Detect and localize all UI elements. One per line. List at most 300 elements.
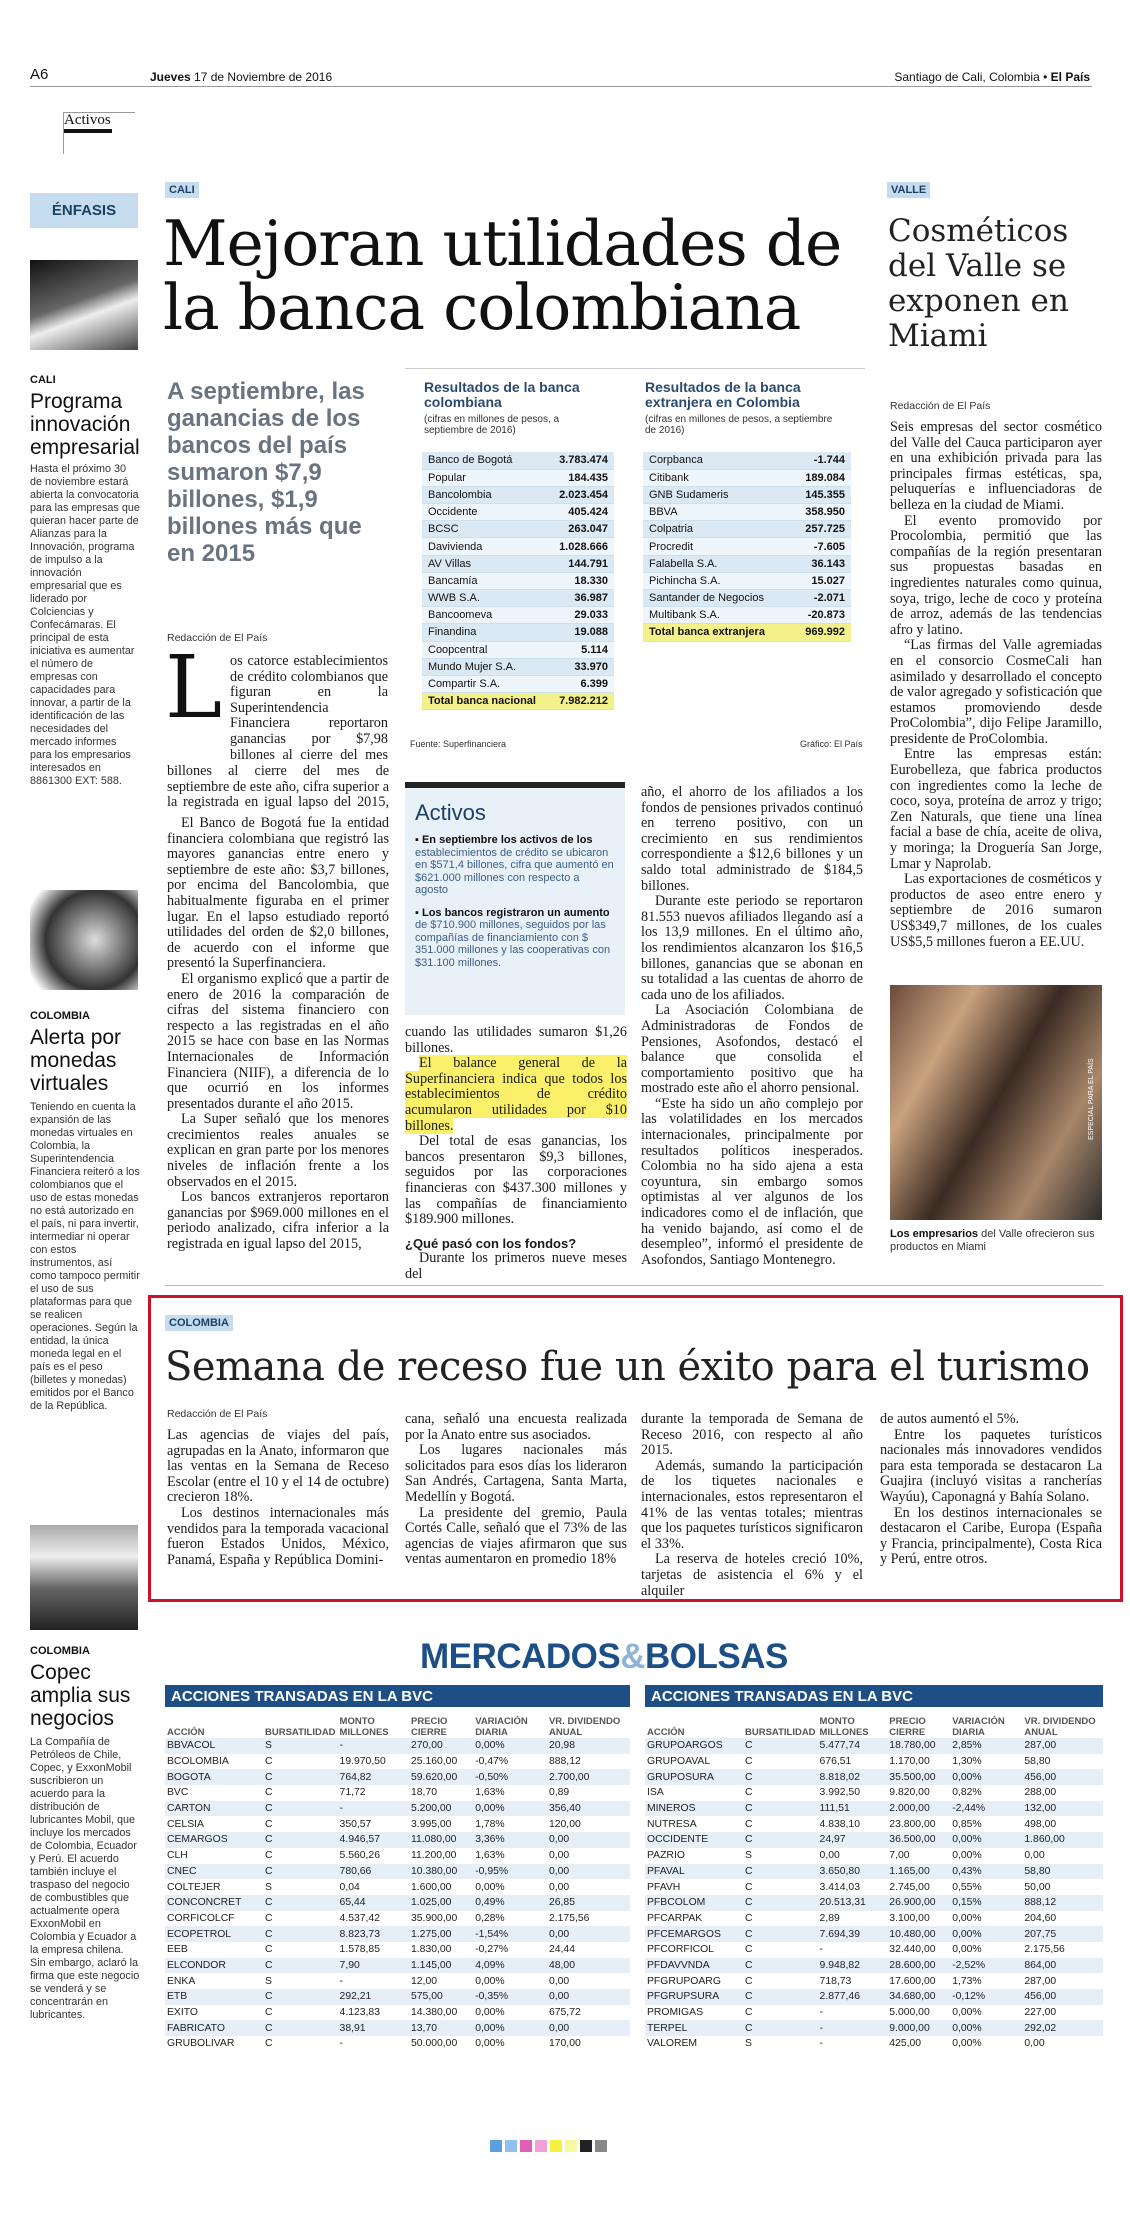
table2-subtitle: (cifras en millones de pesos, a septiembre de 2016): [645, 414, 833, 436]
stock-cell: 9.000,00: [887, 2020, 950, 2036]
stock-cell: PFBCOLOM: [645, 1895, 743, 1911]
stock-cell: C: [263, 2005, 338, 2021]
table-row: [422, 504, 614, 521]
table-row: [165, 2036, 630, 2052]
table-row: [645, 1879, 1103, 1895]
table-row: [422, 590, 614, 607]
stock-cell: 132,00: [1022, 1801, 1103, 1817]
table-row: [645, 1754, 1103, 1770]
name-cell: Bancamía: [422, 572, 549, 589]
stock-cell: 17.600,00: [887, 1973, 950, 1989]
stock-cell: 5.477,74: [818, 1738, 888, 1754]
stock-cell: EXITO: [165, 2005, 263, 2021]
stock-cell: 718,73: [818, 1973, 888, 1989]
mercados-bar: ACCIONES TRANSADAS EN LA BVC: [165, 1685, 630, 1707]
stock-cell: C: [743, 1973, 818, 1989]
stock-cell: CONCONCRET: [165, 1895, 263, 1911]
stock-cell: 2.175,56: [1022, 1942, 1103, 1958]
name-cell: Occidente: [422, 504, 549, 521]
value-cell: 36.143: [791, 555, 851, 572]
stock-cell: PFGRUPSURA: [645, 1989, 743, 2005]
name-cell: Popular: [422, 469, 549, 486]
stock-cell: PFGRUPOARG: [645, 1973, 743, 1989]
stock-cell: 0,00%: [473, 2005, 547, 2021]
stock-cell: 2.745,00: [887, 1879, 950, 1895]
stock-cell: CEMARGOS: [165, 1832, 263, 1848]
table-row: [422, 572, 614, 589]
stock-cell: 0,00%: [950, 2020, 1022, 2036]
stock-cell: 48,00: [547, 1958, 630, 1974]
table-row: [165, 1754, 630, 1770]
stock-cell: C: [743, 1879, 818, 1895]
stock-cell: 0,00%: [473, 1879, 547, 1895]
stock-cell: 3.992,50: [818, 1785, 888, 1801]
table-row: [645, 1942, 1103, 1958]
table-row: [422, 469, 614, 486]
stock-cell: CELSIA: [165, 1816, 263, 1832]
stock-cell: C: [263, 1785, 338, 1801]
table-row: [643, 452, 851, 469]
stock-cell: C: [263, 1769, 338, 1785]
column-header: ACCIÓN: [167, 1727, 205, 1738]
value-cell: 36.987: [549, 590, 614, 607]
stock-cell: C: [263, 1942, 338, 1958]
stock-cell: GRUPOARGOS: [645, 1738, 743, 1754]
article-text: durante la temporada de Semana de Receso 2016, con respecto al año 2015. Además, sumando la participación de los tiquetes nacionales e internacionales, estos representaron el 41% de las ventas totales; mientras que los paquetes turísticos significaron el 33%. La reserva de hoteles creció 10%, tarjetas de asistencia el 6% y el alquiler: [641, 1411, 863, 1599]
stock-cell: C: [263, 1754, 338, 1770]
table-row: [422, 486, 614, 503]
value-cell: 18.330: [549, 572, 614, 589]
name-cell: Multibank S.A.: [643, 607, 791, 624]
column-header: VARIACIÓN DIARIA: [952, 1716, 1005, 1738]
mercados-title: MERCADOS&BOLSAS: [420, 1637, 788, 1676]
stock-cell: 0,00%: [473, 1801, 547, 1817]
stock-cell: 120,00: [547, 1816, 630, 1832]
stock-cell: COLTEJER: [165, 1879, 263, 1895]
stock-cell: CORFICOLCF: [165, 1911, 263, 1927]
stock-cell: 0,00%: [473, 1738, 547, 1754]
table-row: [165, 2005, 630, 2021]
stock-cell: 888,12: [547, 1754, 630, 1770]
stock-cell: 1.860,00: [1022, 1832, 1103, 1848]
stock-cell: 19.970,50: [338, 1754, 409, 1770]
stock-cell: 207,75: [1022, 1926, 1103, 1942]
stock-cell: C: [743, 2020, 818, 2036]
stock-cell: 0,00%: [950, 2005, 1022, 2021]
stock-cell: C: [743, 1754, 818, 1770]
value-cell: -7.605: [791, 538, 851, 555]
value-cell: 257.725: [791, 521, 851, 538]
stock-cell: 12,00: [409, 1973, 473, 1989]
stock-cell: 38,91: [338, 2020, 409, 2036]
table-row: [422, 641, 614, 658]
stock-cell: C: [263, 1926, 338, 1942]
coins-photo: [30, 890, 138, 990]
stock-cell: 356,40: [547, 1801, 630, 1817]
stock-cell: 5.560,26: [338, 1848, 409, 1864]
stock-cell: 10.480,00: [887, 1926, 950, 1942]
value-cell: 29.033: [549, 607, 614, 624]
stock-cell: EEB: [165, 1942, 263, 1958]
headline: Semana de receso fue un éxito para el turismo: [165, 1344, 1090, 1390]
stock-cell: 50.000,00: [409, 2036, 473, 2052]
column-header: PRECIO CIERRE: [411, 1716, 448, 1738]
activos-bullet: ▪ En septiembre los activos de los establecimientos de crédito se ubicaron en $571,4 billones, cifra que aumentó en $621.000 millones con respecto a agosto: [415, 834, 614, 896]
stock-cell: C: [263, 1848, 338, 1864]
table-row: [645, 1973, 1103, 1989]
stock-cell: C: [263, 1989, 338, 2005]
stock-cell: C: [743, 1958, 818, 1974]
stock-cell: 11.200,00: [409, 1848, 473, 1864]
article-text: cana, señaló una encuesta realizada por la Anato entre sus asociados. Los lugares nacionales más solicitados para esos días los lideraron San Andrés, Cartagena, Santa Marta, Medellín y Bogotá. La presidente del gremio, Paula Cortés Calle, señaló que el 73% de las agencias de viajes afirmaron que sus ventas aumentaron en promedio 18%: [405, 1411, 627, 1568]
name-cell: Santander de Negocios: [643, 590, 791, 607]
stock-cell: 1,30%: [950, 1754, 1022, 1770]
stock-cell: MINEROS: [645, 1801, 743, 1817]
headline: Copec amplia sus negocios: [30, 1661, 131, 1730]
table-row: [422, 624, 614, 641]
stock-cell: PFAVH: [645, 1879, 743, 1895]
stock-cell: 498,00: [1022, 1816, 1103, 1832]
name-cell: Procredit: [643, 538, 791, 555]
cosmetics-photo: [890, 985, 1102, 1220]
stock-cell: C: [263, 1801, 338, 1817]
stock-cell: 456,00: [1022, 1769, 1103, 1785]
byline: Redacción de El País: [167, 632, 268, 644]
stock-cell: -2,52%: [950, 1958, 1022, 1974]
stock-cell: ETB: [165, 1989, 263, 2005]
table-row: [645, 1832, 1103, 1848]
stock-cell: C: [743, 2005, 818, 2021]
column-header: BURSATILIDAD: [265, 1727, 336, 1738]
stock-cell: 0,55%: [950, 1879, 1022, 1895]
stock-cell: 23.800,00: [887, 1816, 950, 1832]
stock-cell: -2,44%: [950, 1801, 1022, 1817]
table-row: [422, 555, 614, 572]
stock-cell: C: [263, 1864, 338, 1880]
gas-station-photo: [30, 1525, 138, 1630]
stock-cell: 26.900,00: [887, 1895, 950, 1911]
column-header: VR. DIVIDENDO ANUAL: [548, 1716, 621, 1738]
stock-cell: 287,00: [1022, 1973, 1103, 1989]
article-text: de autos aumentó el 5%. Entre los paquetes turísticos nacionales más innovadores vendidos para esta temporada se destacaron La Guajira (incluyó visitas a rancherías Wayúu), Caponagná y Bahía Solano. En los destinos internacionales se destacaron el Caribe, Europa (España y Francia, principalmente), Costa Rica y Perú, entre otros.: [880, 1411, 1102, 1568]
value-cell: 1.028.666: [549, 538, 614, 555]
table-row: [165, 2020, 630, 2036]
table-row: [643, 572, 851, 589]
article-text: Seis empresas del sector cosmético del Valle del Cauca participaron ayer en una exhibición privada para las principales firmas estéticas, spa, peluquerías e influenciadoras de belleza en la ciudad de Miami. El evento promovido por Procolombia, permitió que las compañías de la región presentaran sus propuestas basadas en ingredientes naturales como quinua, soya, trigo, leche de coco y proteína de arroz, además de las tendencias afro y latino. “Las firmas del Valle agremiadas en el consorcio CosmeCali han asimilado y desarrollado el concepto de valor agregado y sofisticación que estamos promoviendo desde ProColombia”, dijo Felipe Jaramillo, presidente de ProColombia. Entre las empresas están: Eurobelleza, que fabrica productos con ingredientes como la leche de coco, soya, proteína de arroz y trigo; Zen Naturals, que tiene una línea facial a base de chía, aceite de oliva, y moringa; la Droguería San Jorge, Lmar y Naprolab. Las exportaciones de cosméticos y productos de aseo entre enero y septiembre de 2016 sumaron US$349,7 millones, de los cuales US$5,5 millones fueron a EE.UU.: [890, 419, 1102, 950]
stock-cell: 1.578,85: [338, 1942, 409, 1958]
stock-table-right: [645, 1708, 1103, 2052]
stock-cell: C: [743, 1785, 818, 1801]
stock-cell: 3,36%: [473, 1832, 547, 1848]
column-header: BURSATILIDAD: [745, 1727, 816, 1738]
stock-cell: 1.145,00: [409, 1958, 473, 1974]
stock-cell: GRUBOLIVAR: [165, 2036, 263, 2052]
stock-cell: 111,51: [818, 1801, 888, 1817]
stock-cell: 0,00: [547, 1989, 630, 2005]
stock-cell: 71,72: [338, 1785, 409, 1801]
stock-cell: 32.440,00: [887, 1942, 950, 1958]
table-row: [165, 1785, 630, 1801]
stock-cell: NUTRESA: [645, 1816, 743, 1832]
stock-cell: 8.818,02: [818, 1769, 888, 1785]
stock-cell: 1.165,00: [887, 1864, 950, 1880]
stock-cell: C: [743, 1911, 818, 1927]
stock-cell: 58,80: [1022, 1864, 1103, 1880]
stock-cell: 36.500,00: [887, 1832, 950, 1848]
stock-cell: 0,49%: [473, 1895, 547, 1911]
stock-cell: -1,54%: [473, 1926, 547, 1942]
stock-cell: 3.995,00: [409, 1816, 473, 1832]
source: Fuente: Superfinanciera: [410, 739, 507, 749]
stock-cell: C: [743, 1738, 818, 1754]
stock-cell: -0,47%: [473, 1754, 547, 1770]
stock-cell: 58,80: [1022, 1754, 1103, 1770]
table-row: [422, 693, 614, 710]
stock-cell: 288,00: [1022, 1785, 1103, 1801]
article-text: cuando las utilidades sumaron $1,26 billones. El balance general de la Superfinanciera indica que todos los establecimientos de crédito acumularon utilidades por $10 billones. Del total de esas ganancias, los bancos presentaron $9,3 billones, seguidos por las corporaciones financieras con $437.300 millones y las compañías de financiamiento $189.900 millones. ¿Qué pasó con los fondos? Durante los primeros nueve meses del: [405, 1024, 627, 1282]
stock-cell: ELCONDOR: [165, 1958, 263, 1974]
table1-title: Resultados de la banca colombiana: [424, 379, 580, 410]
stock-cell: C: [263, 2036, 338, 2052]
stock-cell: BVC: [165, 1785, 263, 1801]
table-row: [645, 1926, 1103, 1942]
headline: Cosméticos del Valle se exponen en Miami: [888, 213, 1069, 354]
stock-cell: 0,00%: [950, 1942, 1022, 1958]
stock-cell: 0,00: [547, 1864, 630, 1880]
stock-cell: 0,43%: [950, 1864, 1022, 1880]
page-date: Jueves 17 de Noviembre de 2016: [150, 70, 333, 84]
table-row: [643, 624, 851, 641]
stock-cell: 5.200,00: [409, 1801, 473, 1817]
stock-cell: 204,60: [1022, 1911, 1103, 1927]
stock-cell: C: [263, 1816, 338, 1832]
name-cell: Falabella S.A.: [643, 555, 791, 572]
stock-cell: 456,00: [1022, 1989, 1103, 2005]
value-cell: 969.992: [791, 624, 851, 641]
stock-cell: 1.025,00: [409, 1895, 473, 1911]
stock-cell: 14.380,00: [409, 2005, 473, 2021]
activos-box: [405, 782, 625, 1015]
name-cell: Citibank: [643, 469, 791, 486]
value-cell: 2.023.454: [549, 486, 614, 503]
stock-cell: PFCEMARGOS: [645, 1926, 743, 1942]
table-row: [165, 1926, 630, 1942]
innovation-photo: [30, 260, 138, 350]
stock-cell: 2.700,00: [547, 1769, 630, 1785]
stock-cell: 9.820,00: [887, 1785, 950, 1801]
stock-cell: 0,04: [338, 1879, 409, 1895]
page-number: A6: [30, 66, 49, 83]
value-cell: -2.071: [791, 590, 851, 607]
name-cell: Coopcentral: [422, 641, 549, 658]
stock-cell: 3.100,00: [887, 1911, 950, 1927]
value-cell: 33.970: [549, 658, 614, 675]
stock-cell: 20,98: [547, 1738, 630, 1754]
stock-cell: 0,85%: [950, 1816, 1022, 1832]
name-cell: Finandina: [422, 624, 549, 641]
stock-cell: 1.275,00: [409, 1926, 473, 1942]
stock-cell: 292,02: [1022, 2020, 1103, 2036]
stock-cell: 10.380,00: [409, 1864, 473, 1880]
headline: Alerta por monedas virtuales: [30, 1026, 122, 1095]
stock-cell: 1,63%: [473, 1785, 547, 1801]
table-row: [165, 1958, 630, 1974]
stock-cell: C: [743, 1832, 818, 1848]
stock-cell: 0,00: [547, 1848, 630, 1864]
table-row: [643, 590, 851, 607]
table-row: [165, 1942, 630, 1958]
stock-cell: 1.170,00: [887, 1754, 950, 1770]
stock-cell: 8.823,73: [338, 1926, 409, 1942]
stock-cell: TERPEL: [645, 2020, 743, 2036]
column-header: VARIACIÓN DIARIA: [475, 1716, 528, 1738]
table-row: [645, 1738, 1103, 1754]
table-row: [645, 1895, 1103, 1911]
stock-cell: BOGOTA: [165, 1769, 263, 1785]
value-cell: 184.435: [549, 469, 614, 486]
stock-cell: 2,85%: [950, 1738, 1022, 1754]
photo-caption: Los empresarios del Valle ofrecieron sus productos en Miami: [890, 1228, 1095, 1253]
value-cell: -20.873: [791, 607, 851, 624]
value-cell: 6.399: [549, 675, 614, 692]
table-row: [165, 1973, 630, 1989]
stock-cell: GRUPOAVAL: [645, 1754, 743, 1770]
name-cell: Total banca extranjera: [643, 624, 791, 641]
stock-cell: 1,63%: [473, 1848, 547, 1864]
kicker: COLOMBIA: [30, 1010, 90, 1022]
stock-cell: 350,57: [338, 1816, 409, 1832]
column-header: MONTO MILLONES: [819, 1716, 869, 1738]
name-cell: Corpbanca: [643, 452, 791, 469]
stock-cell: -: [338, 1973, 409, 1989]
stock-cell: -0,35%: [473, 1989, 547, 2005]
print-color-bar: [490, 2140, 607, 2152]
table-row: [645, 2005, 1103, 2021]
article-text: Las agencias de viajes del país, agrupadas en la Anato, informaron que las ventas en la Semana de Receso Escolar (entre el 10 y el 14 de octubre) crecieron 18%. Los destinos internacionales más vendidos para la temporada vacacional fueron Estados Unidos, México, Panamá, España y República Domini-: [167, 1427, 389, 1568]
brief-text: Hasta el próximo 30 de noviembre estará abierta la convocatoria para las empresas que quieran hacer parte de Alianzas para la Innovación, programa de impulso a la innovación empresarial que es liderado por Colciencias y Confecámaras. El principal de esta iniciativa es aumentar el número de empresas con capacidades para innovar, a partir de la identificación de las necesidades del mercado informes para los empresarios interesados en 8861300 EXT: 588.: [30, 463, 140, 787]
deck: A septiembre, las ganancias de los bancos del país sumaron $7,9 billones, $1,9 billones más que en 2015: [167, 378, 365, 567]
stock-cell: 0,00%: [950, 1769, 1022, 1785]
table-row: [422, 675, 614, 692]
stock-cell: C: [743, 1895, 818, 1911]
stock-cell: 1,73%: [950, 1973, 1022, 1989]
table-row: [165, 1769, 630, 1785]
table-row: [645, 1848, 1103, 1864]
table-row: [422, 607, 614, 624]
name-cell: BCSC: [422, 521, 549, 538]
stock-cell: C: [263, 1895, 338, 1911]
stock-cell: 20.513,31: [818, 1895, 888, 1911]
stock-cell: 24,97: [818, 1832, 888, 1848]
activos-title: Activos: [415, 800, 486, 825]
stock-cell: VALOREM: [645, 2036, 743, 2052]
stock-cell: 0,00%: [473, 1973, 547, 1989]
stock-cell: 0,00%: [950, 1911, 1022, 1927]
stock-cell: 2.877,46: [818, 1989, 888, 2005]
name-cell: AV Villas: [422, 555, 549, 572]
stock-cell: 0,00: [547, 1926, 630, 1942]
stock-cell: 0,00: [547, 1832, 630, 1848]
stock-cell: PROMIGAS: [645, 2005, 743, 2021]
table-banca-extranjera: [643, 452, 851, 642]
stock-cell: C: [263, 1911, 338, 1927]
name-cell: GNB Sudameris: [643, 486, 791, 503]
column-header: MONTO MILLONES: [339, 1716, 389, 1738]
stock-cell: 35.900,00: [409, 1911, 473, 1927]
stock-cell: -: [818, 2020, 888, 2036]
stock-cell: 227,00: [1022, 2005, 1103, 2021]
brief-text: Teniendo en cuenta la expansión de las monedas virtuales en Colombia, la Superintendencia Financiera reiteró a los colombianos que el uso de estas monedas no está autorizado en el país, ni para invertir, intermediar ni operar con estos instrumentos, así como tampoco permitir el uso de sus plataformas para que se realicen operaciones. Según la entidad, la única moneda legal en el país es el peso (billetes y monedas) emitidos por el Banco de la República.: [30, 1101, 140, 1412]
stock-cell: 0,00%: [473, 2036, 547, 2052]
stock-cell: C: [263, 1958, 338, 1974]
drop-cap: L: [165, 638, 223, 738]
stock-cell: S: [743, 2036, 818, 2052]
name-cell: Mundo Mujer S.A.: [422, 658, 549, 675]
stock-cell: 287,00: [1022, 1738, 1103, 1754]
stock-cell: 675,72: [547, 2005, 630, 2021]
stock-cell: 292,21: [338, 1989, 409, 2005]
table-row: [645, 1864, 1103, 1880]
photo-credit: ESPECIAL PARA EL PAÍS: [1088, 1058, 1095, 1140]
stock-cell: 18,70: [409, 1785, 473, 1801]
kicker: COLOMBIA: [30, 1645, 90, 1657]
stock-cell: 7,90: [338, 1958, 409, 1974]
page-location: Santiago de Cali, Colombia • El País: [894, 70, 1090, 84]
table-row: [165, 1801, 630, 1817]
column-header: ACCIÓN: [647, 1727, 685, 1738]
stock-cell: 0,28%: [473, 1911, 547, 1927]
stock-cell: 50,00: [1022, 1879, 1103, 1895]
column-header: VR. DIVIDENDO ANUAL: [1024, 1716, 1096, 1738]
stock-cell: 18.780,00: [887, 1738, 950, 1754]
stock-cell: 25.160,00: [409, 1754, 473, 1770]
table-row: [643, 486, 851, 503]
table-row: [165, 1848, 630, 1864]
table-row: [643, 521, 851, 538]
stock-cell: C: [743, 1816, 818, 1832]
section-name: Activos: [63, 112, 112, 133]
byline: Redacción de El País: [167, 1408, 268, 1420]
stock-cell: 7.694,39: [818, 1926, 888, 1942]
table-row: [165, 1864, 630, 1880]
stock-cell: 1,78%: [473, 1816, 547, 1832]
stock-cell: 0,82%: [950, 1785, 1022, 1801]
stock-cell: 13,70: [409, 2020, 473, 2036]
value-cell: 189.084: [791, 469, 851, 486]
name-cell: Bancolombia: [422, 486, 549, 503]
table-row: [165, 1879, 630, 1895]
name-cell: Banco de Bogotá: [422, 452, 549, 469]
table-row: [645, 1911, 1103, 1927]
table-row: [645, 1801, 1103, 1817]
stock-cell: 28.600,00: [887, 1958, 950, 1974]
stock-cell: 5.000,00: [887, 2005, 950, 2021]
headline: Programa innovación empresarial: [30, 390, 140, 459]
value-cell: 19.088: [549, 624, 614, 641]
stock-cell: 0,00%: [950, 1848, 1022, 1864]
stock-cell: 0,00: [1022, 1848, 1103, 1864]
stock-cell: 26,85: [547, 1895, 630, 1911]
stock-cell: -0,50%: [473, 1769, 547, 1785]
stock-cell: 0,89: [547, 1785, 630, 1801]
stock-table-left: [165, 1708, 630, 2052]
stock-cell: 270,00: [409, 1738, 473, 1754]
stock-cell: 888,12: [1022, 1895, 1103, 1911]
kicker: VALLE: [887, 182, 930, 198]
stock-cell: S: [743, 1848, 818, 1864]
value-cell: 405.424: [549, 504, 614, 521]
table-row: [645, 1989, 1103, 2005]
